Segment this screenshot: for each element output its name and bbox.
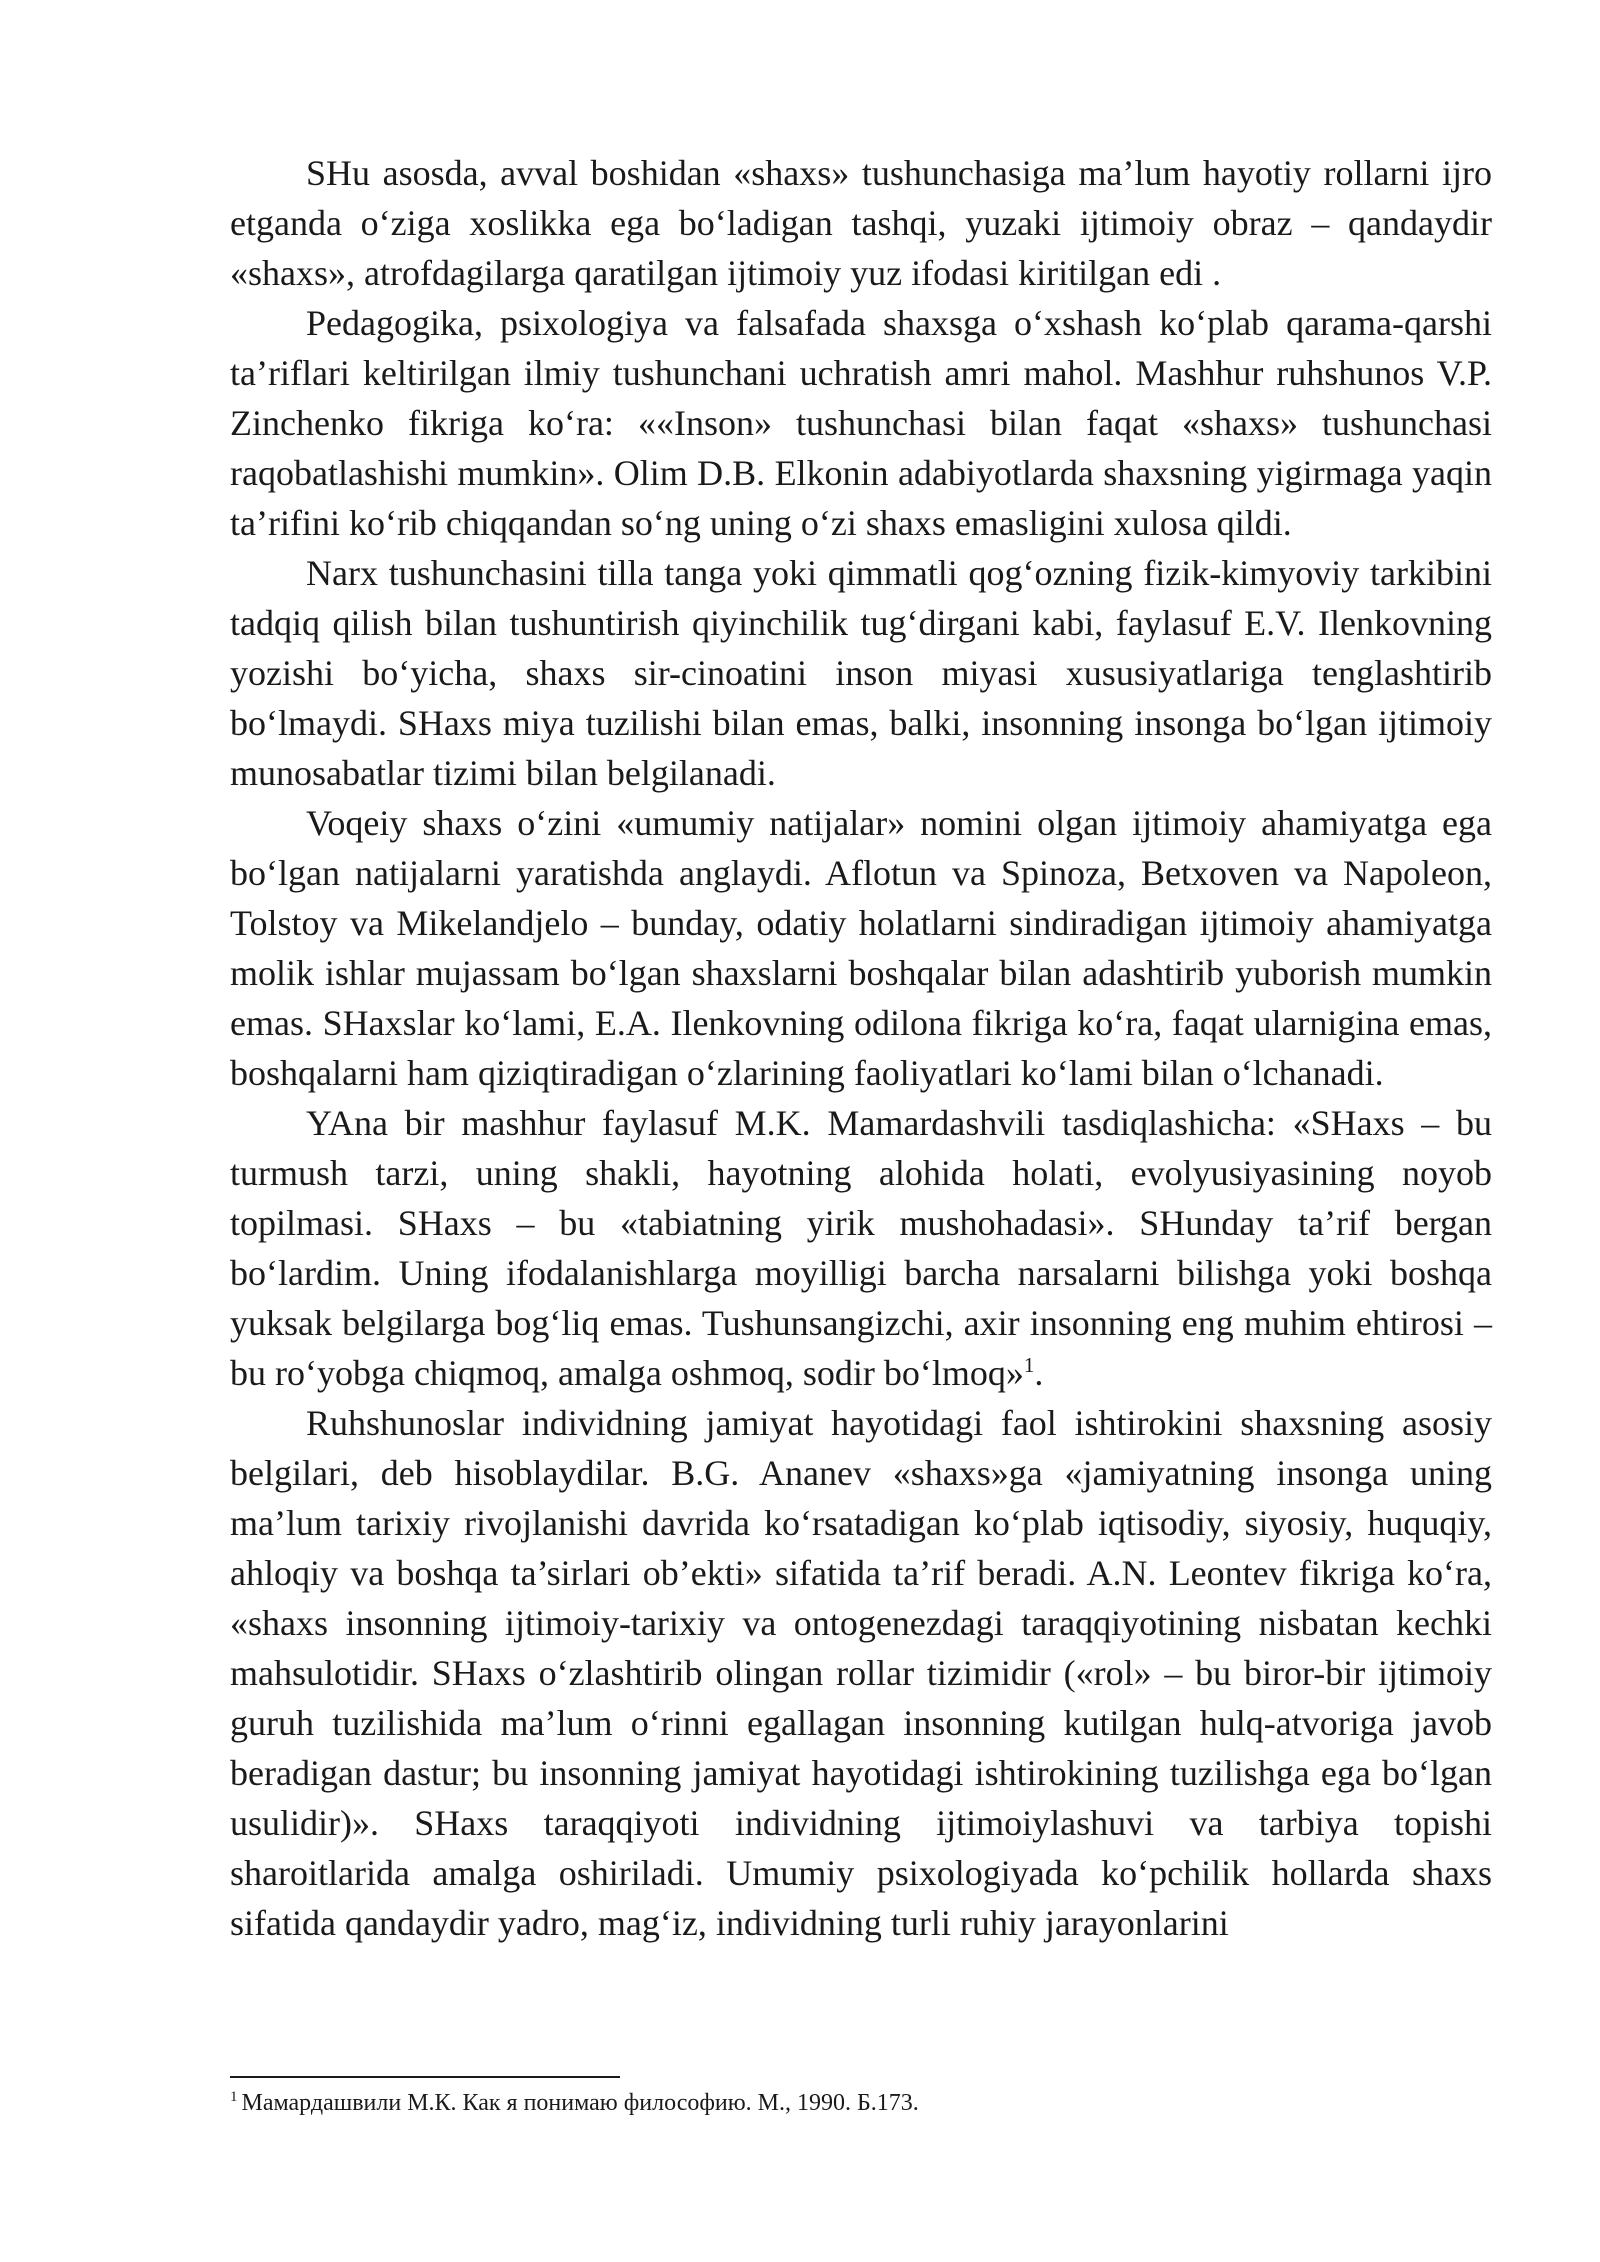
paragraph-5	[230, 1098, 1492, 1398]
paragraph-3: Narx tushunchasini tilla tanga yoki qimmatli qog‘ozning fizik-kimyoviy tarkibini tadqiq qilish bilan tushuntirish qiyinchilik tug‘dirgani kabi, faylasuf E.V. Ilenkovning yozishi bo‘yicha, shaxs sir-cinoatini inson miyasi xususiyatlariga tenglashtirib bo‘lmaydi. SHaxs miya tuzilishi bilan emas, balki, insonning insonga bo‘lgan ijtimoiy munosabatlar tizimi bilan belgilanadi.	[230, 553, 1492, 793]
paragraph-2: Pedagogika, psixologiya va falsafada shaxsga o‘xshash ko‘plab qarama-qarshi ta’riflari keltirilgan ilmiy tushunchani uchratish amri mahol. Mashhur ruhshunos V.P. Zinchenko fikriga ko‘ra: ««Inson» tushunchasi bilan faqat «shaxs» tushunchasi raqobatlashishi mumkin». Olim D.B. Elkonin adabiyotlarda shaxsning yigirmaga yaqin ta’rifini ko‘rib chiqqandan so‘ng uning o‘zi shaxs emasligini xulosa qildi.	[230, 303, 1492, 543]
footnote	[230, 2086, 1492, 2120]
footnote-separator	[230, 2076, 620, 2078]
paragraph-5-text: YAna bir mashhur faylasuf M.K. Mamardashvili tasdiqlashicha: «SHaxs – bu turmush tarzi, uning shakli, hayotning alohida holati, evolyusiyasining noyob topilmasi. SHaxs – bu «tabiatning yirik mushohadasi». SHunday ta’rif bergan bo‘lardim. Uning ifodalanishlarga moyilligi barcha narsalarni bilishga yoki boshqa yuksak belgilarga bog‘liq emas. Tushunsangizchi, axir insonning eng muhim ehtirosi – bu ro‘yobga chiqmoq, amalga oshmoq, sodir bo‘lmoq»	[230, 1103, 1492, 1393]
paragraph-1: SHu asosda, avval boshidan «shaxs» tushunchasiga ma’lum hayotiy rollarni ijro etganda o‘ziga xoslikka ega bo‘ladigan tashqi, yuzaki ijtimoiy obraz – qandaydir «shaxs», atrofdagilarga qaratilgan ijtimoiy yuz ifodasi kiritilgan edi .	[230, 153, 1492, 293]
paragraph-4: Voqeiy shaxs o‘zini «umumiy natijalar» nomini olgan ijtimoiy ahamiyatga ega bo‘lgan natijalarni yaratishda anglaydi. Aflotun va Spinoza, Betxoven va Napoleon, Tolstoy va Mikelandjelo – bunday, odatiy holatlarni sindiradigan ijtimoiy ahamiyatga molik ishlar mujassam bo‘lgan shaxslarni boshqalar bilan adashtirib yuborish mumkin emas. SHaxslar ko‘lami, E.A. Ilenkovning odilona fikriga ko‘ra, faqat ularnigina emas, boshqalarni ham qiziqtiradigan o‘zlarining faoliyatlari ko‘lami bilan o‘lchanadi.	[230, 803, 1492, 1093]
paragraph-6: Ruhshunoslar individning jamiyat hayotidagi faol ishtirokini shaxsning asosiy belgilari, deb hisoblaydilar. B.G. Ananev «shaxs»ga «jamiyatning insonga uning ma’lum tarixiy rivojlanishi davrida ko‘rsatadigan ko‘plab iqtisodiy, siyosiy, huquqiy, ahloqiy va boshqa ta’sirlari ob’ekti» sifatida ta’rif beradi. A.N. Leontev fikriga ko‘ra, «shaxs insonning ijtimoiy-tarixiy va ontogenezdagi taraqqiyotining nisbatan kechki mahsulotidir. SHaxs o‘zlashtirib olingan rollar tizimidir («rol» – bu biror-bir ijtimoiy guruh tuzilishida ma’lum o‘rinni egallagan insonning kutilgan hulq-atvoriga javob beradigan dastur; bu insonning jamiyat hayotidagi ishtirokining tuzilishga ega bo‘lgan usulidir)». SHaxs taraqqiyoti individning ijtimoiylashuvi va tarbiya topishi sharoitlarida amalga oshiriladi. Umumiy psixologiyada ko‘pchilik hollarda shaxs sifatida qandaydir yadro, mag‘iz, individning turli ruhiy jarayonlarini	[230, 1403, 1492, 1943]
footnote-reference[interactable]: 1	[1023, 1353, 1035, 1377]
footnote-number: 1	[230, 2089, 238, 2105]
paragraph-5-tail: .	[1034, 1353, 1044, 1393]
body-text	[230, 148, 1492, 1948]
footnote-text: Мамардашвили М.К. Как я понимаю философию. М., 1990. Б.173.	[241, 2090, 919, 2116]
